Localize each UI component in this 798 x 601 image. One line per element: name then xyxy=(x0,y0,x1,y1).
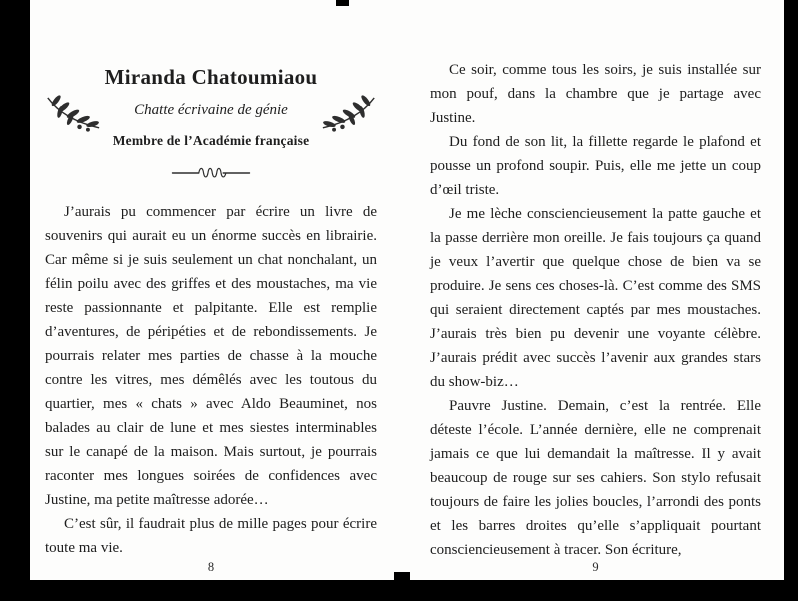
paragraph: Ce soir, comme tous les soirs, je suis installée sur mon pouf, dans la chambre que je partage avec Justine. xyxy=(430,62,761,126)
paragraph: C’est sûr, il faudrait plus de mille pages pour écrire toute ma vie. xyxy=(45,516,377,556)
paragraph: Je me lèche consciencieusement la patte gauche et la passe derrière mon oreille. Je fais toujours ça quand je veux l’avertir que quelque chose de bien va se produire. Je sens ces choses-là. C’est comme des SMS qui seraient directement captés par mes moustaches. J’aurais très bien pu devenir une voyante célèbre. J’aurais prédit avec succès l’avenir aux grandes stars du show-biz… xyxy=(430,206,761,390)
author-affiliation: Membre de l’Académie française xyxy=(112,133,310,148)
paragraph: Pauvre Justine. Demain, c’est la rentrée. Elle déteste l’école. L’année dernière, elle ne comprenait jamais ce que lui demandait la maîtresse. Il y avait beaucoup de rouge sur ses cahiers. Son stylo refusait toujours de faire les jolies boucles, l’arrondi des ponts et les barres droites qu’elle s’appliquait pourtant consciencieusement à tracer. Son écriture, xyxy=(430,398,761,558)
left-page xyxy=(30,0,407,580)
paragraph: Du fond de son lit, la fillette regarde le plafond et pousse un profond soupir. Puis, elle me jette un coup d’œil triste. xyxy=(430,134,761,198)
book-spread xyxy=(30,0,784,580)
page-number-left: 8 xyxy=(207,560,215,574)
page-number-right: 9 xyxy=(592,560,599,574)
chapter-subtitle: Chatte écrivaine de génie xyxy=(134,102,288,118)
left-page-body xyxy=(45,200,377,560)
right-page xyxy=(407,0,784,580)
laurel-branch-left-icon xyxy=(45,88,101,134)
laurel-branch-right-icon xyxy=(321,88,377,134)
spine-notch-bottom xyxy=(394,572,410,584)
spine-notch-top xyxy=(336,0,349,6)
chapter-title: Miranda Chatoumiaou xyxy=(104,65,318,89)
chapter-heading xyxy=(45,64,377,149)
right-page-body xyxy=(430,58,761,562)
paragraph: J’aurais pu commencer par écrire un livre de souvenirs qui aurait eu un énorme succès en librairie. Car même si je suis seulement un chat nonchalant, un félin poilu avec des griffes et des moustaches, ma vie reste passionnante et palpitante. Elle est remplie d’aventures, de péripéties et de rebondissements. Je pourrais relater mes parties de chasse à la mouche contre les vitres, mes démêlés avec les toutous du quartier, mes « chats » avec Aldo Beauminet, nos balades au clair de lune et mes siestes interminables sur le canapé de la maison. Mais surtout, je pourrais raconter mes longues soirées de confidences avec Justine, ma petite maîtresse adorée… xyxy=(45,204,377,508)
squiggle-ornament-icon xyxy=(168,166,254,180)
